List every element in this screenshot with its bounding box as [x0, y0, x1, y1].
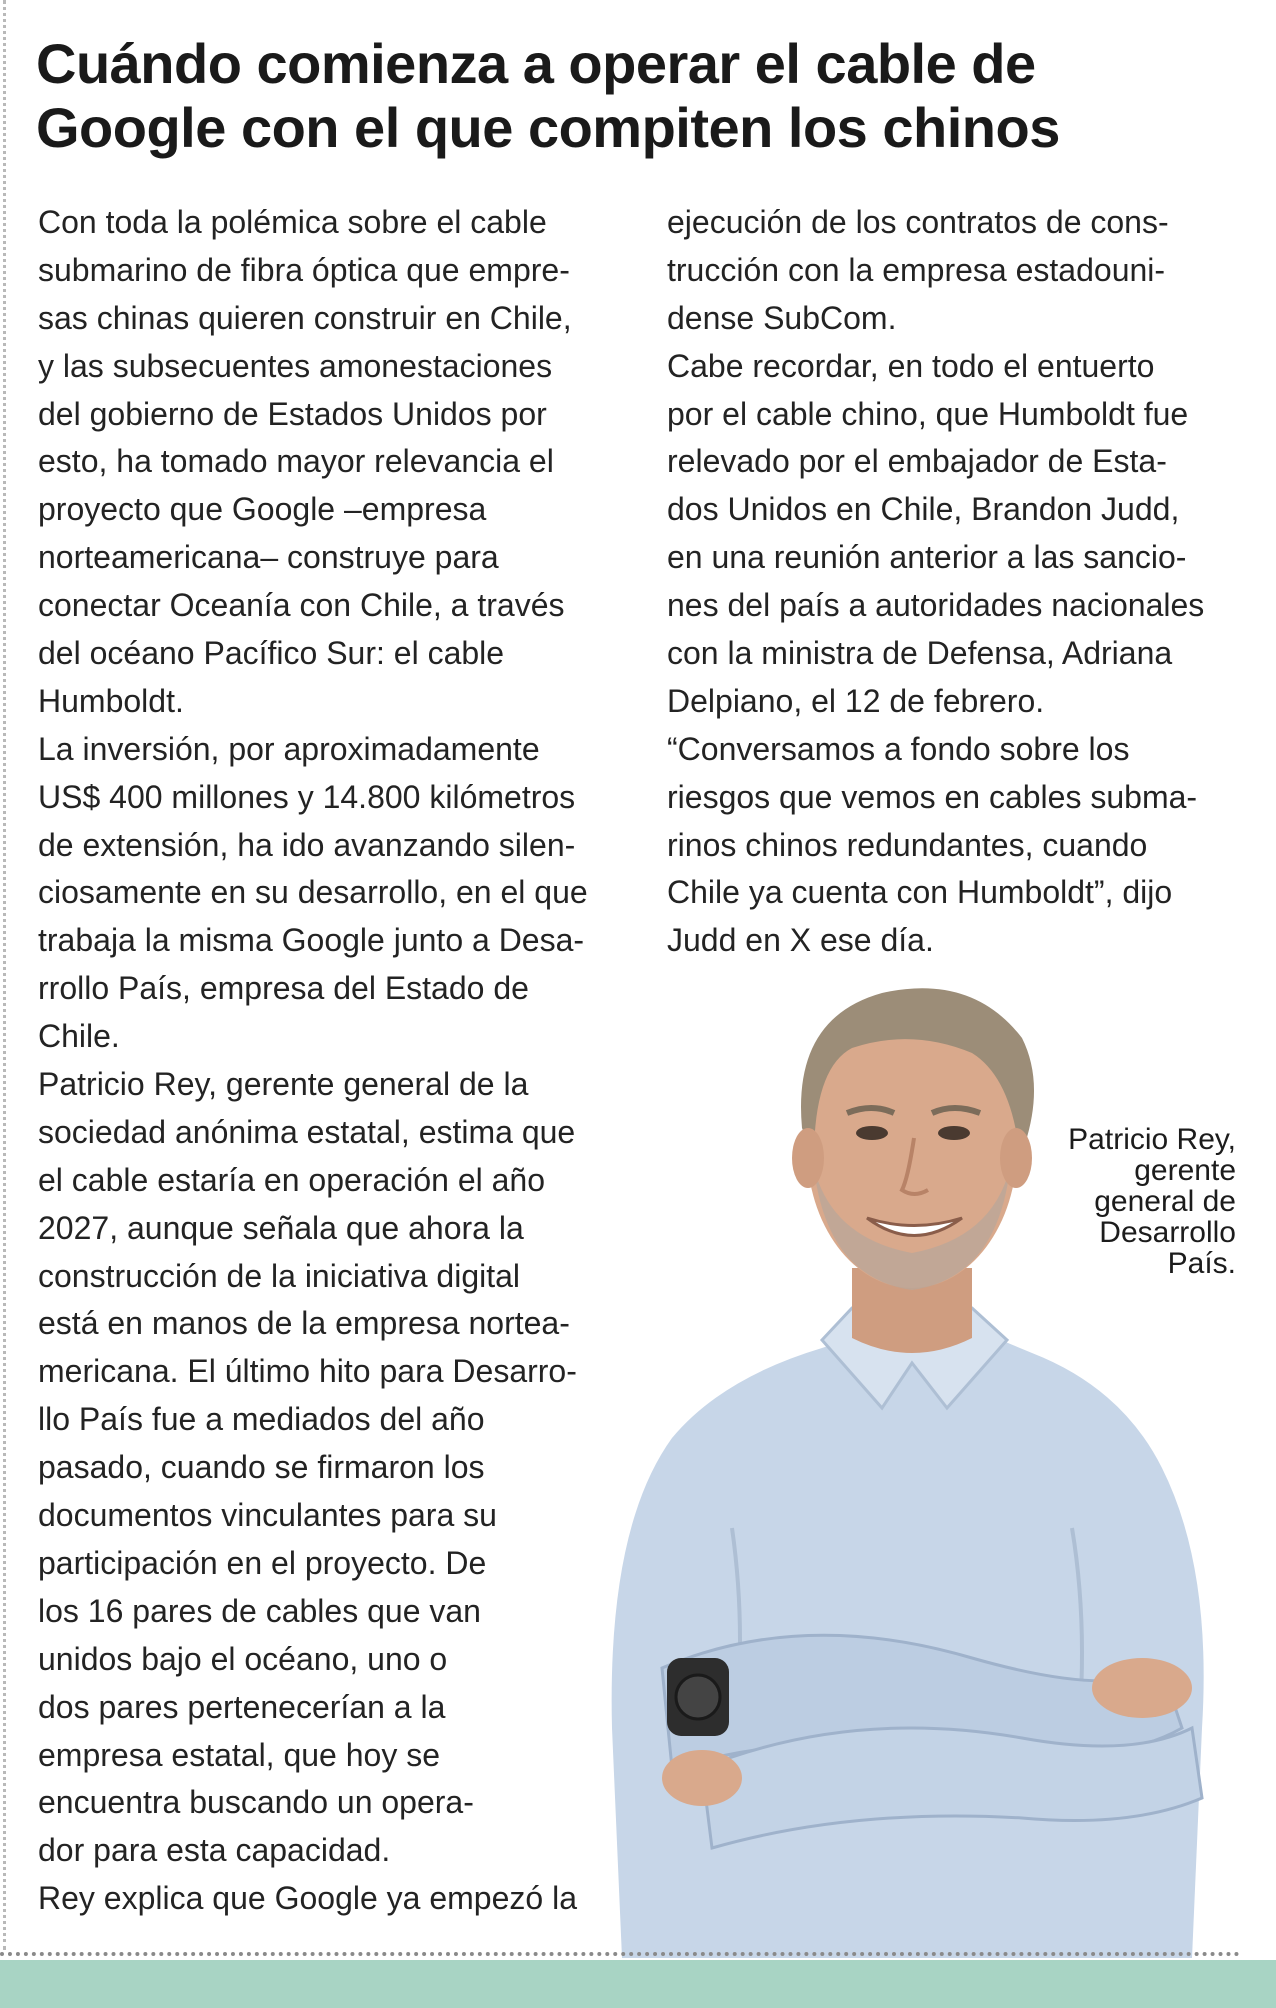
- text-line: Patricio Rey, gerente general de la: [38, 1066, 529, 1103]
- text-line: en una reunión anterior a las sancio-: [667, 539, 1187, 576]
- ear: [792, 1128, 824, 1188]
- photo-caption: [1010, 1124, 1236, 1279]
- text-line: Judd en X ese día.: [667, 922, 934, 959]
- left-column: [38, 199, 638, 1923]
- text-line: rrollo País, empresa del Estado de: [38, 970, 529, 1007]
- text-line: relevado por el embajador de Esta-: [667, 443, 1167, 480]
- text-line: trucción con la empresa estadouni-: [667, 251, 1166, 288]
- text-line: ciosamente en su desarrollo, en el que: [38, 874, 588, 911]
- text-line: el cable estaría en operación el año: [38, 1161, 546, 1198]
- text-line: encuentra buscando un opera-: [38, 1784, 474, 1821]
- headline: [36, 32, 1236, 160]
- text-line: conectar Oceanía con Chile, a través: [38, 587, 565, 624]
- left-dotted-rule: [3, 0, 6, 1950]
- text-line: participación en el proyecto. De: [38, 1544, 487, 1581]
- caption-line: gerente: [1134, 1154, 1236, 1187]
- right-column: [667, 199, 1257, 965]
- text-line: US$ 400 millones y 14.800 kilómetros: [38, 778, 576, 815]
- text-line: Delpiano, el 12 de febrero.: [667, 682, 1045, 719]
- text-line: trabaja la misma Google junto a Desa-: [38, 922, 585, 959]
- caption-line: Patricio Rey,: [1068, 1123, 1236, 1156]
- portrait-photo: [552, 968, 1252, 1958]
- bottom-color-band: [0, 1960, 1276, 2008]
- text-line: mericana. El último hito para Desarro-: [38, 1353, 577, 1390]
- headline-line: Cuándo comienza a operar el cable de: [36, 32, 1036, 95]
- text-line: esto, ha tomado mayor relevancia el: [38, 443, 554, 480]
- text-line: Cabe recordar, en todo el entuerto: [667, 347, 1155, 384]
- text-line: La inversión, por aproximadamente: [38, 730, 540, 767]
- text-line: ejecución de los contratos de cons-: [667, 204, 1169, 240]
- text-line: dense SubCom.: [667, 299, 897, 336]
- watch-face: [676, 1675, 720, 1719]
- text-line: 2027, aunque señala que ahora la: [38, 1209, 524, 1246]
- text-line: Rey explica que Google ya empezó la: [38, 1880, 577, 1917]
- text-line: construcción de la iniciativa digital: [38, 1257, 521, 1294]
- text-line: de extensión, ha ido avanzando silen-: [38, 826, 576, 863]
- text-line: llo País fue a mediados del año: [38, 1401, 485, 1438]
- headline-line: Google con el que compiten los chinos: [36, 96, 1060, 159]
- text-line: norteamericana– construye para: [38, 539, 499, 576]
- eye: [856, 1126, 888, 1140]
- text-line: del gobierno de Estados Unidos por: [38, 395, 547, 432]
- text-line: pasado, cuando se firmaron los: [38, 1449, 485, 1486]
- text-line: nes del país a autoridades nacionales: [667, 587, 1205, 624]
- text-line: proyecto que Google –empresa: [38, 491, 487, 528]
- caption-line: País.: [1167, 1247, 1236, 1280]
- text-line: rinos chinos redundantes, cuando: [667, 826, 1148, 863]
- text-line: Humboldt.: [38, 682, 184, 719]
- right-hand: [1092, 1658, 1192, 1718]
- text-line: y las subsecuentes amonestaciones: [38, 347, 553, 384]
- text-line: dor para esta capacidad.: [38, 1832, 391, 1869]
- text-line: “Conversamos a fondo sobre los: [667, 730, 1130, 767]
- text-line: del océano Pacífico Sur: el cable: [38, 635, 505, 672]
- text-line: riesgos que vemos en cables subma-: [667, 778, 1198, 815]
- text-line: Chile ya cuenta con Humboldt”, dijo: [667, 874, 1173, 911]
- text-line: submarino de fibra óptica que empre-: [38, 251, 570, 288]
- left-hand: [662, 1750, 742, 1806]
- bottom-dotted-rule: [0, 1952, 1240, 1956]
- text-line: está en manos de la empresa nortea-: [38, 1305, 570, 1342]
- text-line: con la ministra de Defensa, Adriana: [667, 635, 1173, 672]
- text-line: sas chinas quieren construir en Chile,: [38, 299, 572, 336]
- text-line: Chile.: [38, 1018, 120, 1055]
- text-line: los 16 pares de cables que van: [38, 1592, 481, 1629]
- text-line: por el cable chino, que Humboldt fue: [667, 395, 1189, 432]
- text-line: empresa estatal, que hoy se: [38, 1736, 441, 1773]
- text-line: dos pares pertenecerían a la: [38, 1688, 446, 1725]
- caption-line: general de: [1094, 1185, 1236, 1218]
- text-line: Con toda la polémica sobre el cable: [38, 204, 547, 240]
- text-line: sociedad anónima estatal, estima que: [38, 1113, 576, 1150]
- text-line: documentos vinculantes para su: [38, 1497, 497, 1534]
- caption-line: Desarrollo: [1099, 1216, 1236, 1249]
- text-line: unidos bajo el océano, uno o: [38, 1640, 448, 1677]
- text-line: dos Unidos en Chile, Brandon Judd,: [667, 491, 1180, 528]
- eye: [938, 1126, 970, 1140]
